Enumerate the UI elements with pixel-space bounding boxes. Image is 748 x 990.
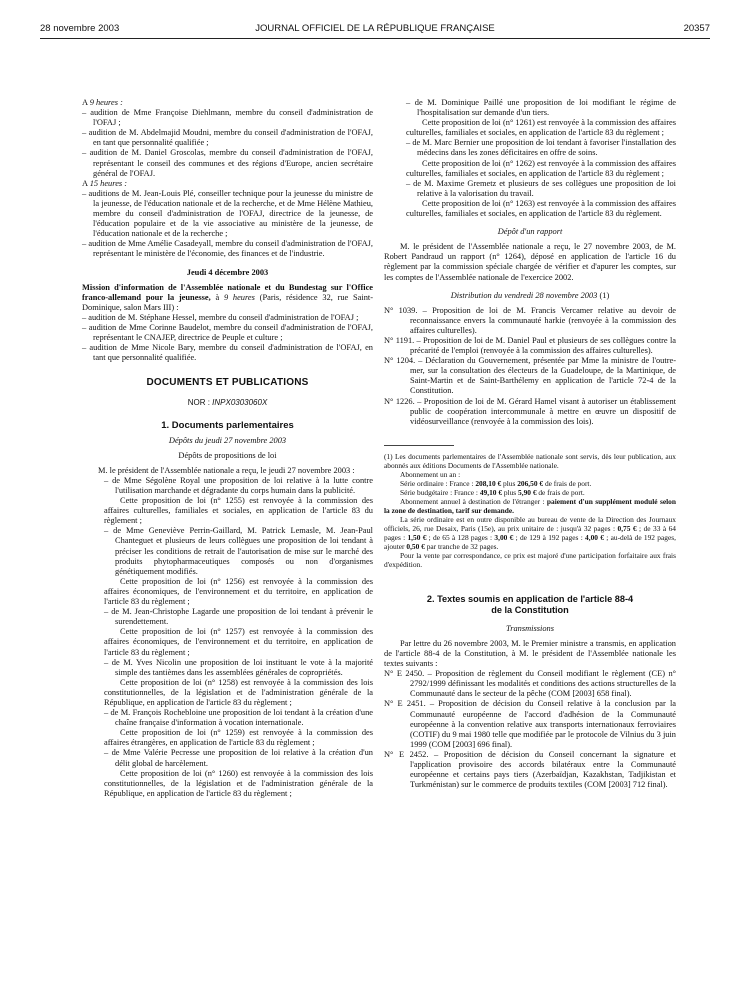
distribution-item: N° 1191. – Proposition de loi de M. Daniel Paul et plusieurs de ses collègues contre la précarité de l'emploi (renvoyée à la commission des affaires culturelles). xyxy=(384,335,676,356)
proposals-list-continued xyxy=(406,98,676,219)
header-date: 28 novembre 2003 xyxy=(40,23,120,34)
right-column xyxy=(384,98,676,790)
proposal-item: – de M. Dominique Paillé une proposition de loi modifiant le régime de l'hospitalisation sur demande d'un tiers. xyxy=(406,98,676,118)
list-item: – auditions de M. Jean-Louis Plé, conseiller technique pour la jeunesse du ministre de la jeunesse, de l'éducation nationale et de la recherche, et de Mme Hélène Mathieu, membre du conseil d'administration de l'OFAJ, directrice de la jeunesse, de l'éducation populaire et de la vie associative au ministère de la jeunesse, de l'éducation nationale et de la recherche ; xyxy=(82,188,373,239)
proposal-referral: Cette proposition de loi (n° 1255) est renvoyée à la commission des affaires culturelles, familiales et sociales, en application de l'article 83 du règlement ; xyxy=(104,496,373,526)
transmission-item: N° E 2451. – Proposition de décision du Conseil relative à la conclusion par la Communauté européenne de l'accord d'adhésion de la Communauté européenne à la convention relative aux transports internationaux ferroviaires (COTIF) du 9 mai 1980 telle que modifiée par le protocole de Vilnius du 3 juin 1999 (COM [2003] 696 final). xyxy=(384,699,676,749)
footnote-unit-prices: La série ordinaire est en outre disponible au bureau de vente de la Direction des Journaux officiels, 26, rue Desaix, Paris (15e), au prix unitaire de : jusqu'à 32 pages : 0,75 € ; de 33 à 64 pages : 1,50 € ; de 65 à 128 pages : 3,00 € ; de 129 à 192 pages : 4,00 € ; au-delà de 192 pages, ajouter 0,50 € par tranche de 32 pages. xyxy=(384,514,676,551)
footnote-rule xyxy=(384,445,454,446)
list-item: – audition de Mme Amélie Casadeyall, membre du conseil d'administration de l'OFAJ, représentant le ministère de l'économie, des finances et de l'industrie. xyxy=(82,239,373,259)
rapport-heading: Dépôt d'un rapport xyxy=(497,227,563,237)
proposal-referral: Cette proposition de loi (n° 1259) est renvoyée à la commission des affaires étrangères, en application de l'article 83 du règlement ; xyxy=(104,728,373,748)
proposal-referral: Cette proposition de loi (n° 1258) est renvoyée à la commission des lois constitutionnelles, de la législation et de l'administration générale de la République, en application de l'article 83 du règlement ; xyxy=(104,677,373,707)
depots-title: Dépôts de propositions de loi xyxy=(178,450,277,460)
proposal-referral: Cette proposition de loi (n° 1256) est renvoyée à la commission des affaires économiques, de l'environnement et du territoire, en application de l'article 83 du règlement ; xyxy=(104,576,373,607)
list-item: – audition de M. Daniel Groscolas, membre du conseil d'administration de l'OFAJ, représentant le conseil des communes et des régions d'Europe, ancien secrétaire général de l'OFAJ. xyxy=(82,148,373,178)
session-time-9: A 9 heures : xyxy=(82,98,123,107)
distribution-heading: Distribution du vendredi 28 novembre 2003 (1) xyxy=(450,290,610,300)
list-item: – audition de Mme Corinne Baudelot, membre du conseil d'administration de l'OFAJ, représentant le CNAJEP, directrice de Peuple et culture ; xyxy=(82,322,373,343)
footnote-price-ordinaire: Série ordinaire : France : 208,10 € plus 206,50 € de frais de port. xyxy=(400,478,592,488)
rapport-text: M. le président de l'Assemblée nationale a reçu, le 27 novembre 2003, de M. Robert Pandraud un rapport (n° 1264), déposé en application de l'article 16 du règlement par la commission spéciale chargée de vérifier et d'apurer les comptes, sur les comptes de l'Assemblée nationale de l'exercice 2002. xyxy=(384,242,676,282)
depots-date-heading: Dépôts du jeudi 27 novembre 2003 xyxy=(168,435,287,445)
proposal-item: – de Mme Ségolène Royal une proposition de loi relative à la lutte contre l'utilisation marchande et dégradante du corps humain dans la publicité. xyxy=(104,475,373,495)
header-rule xyxy=(40,38,710,39)
distribution-item: N° 1039. – Proposition de loi de M. Francis Vercamer relative au devoir de reconnaissance envers la communauté harkie (renvoyée à la commission des affaires culturelles). xyxy=(384,305,676,335)
date-heading: Jeudi 4 décembre 2003 xyxy=(186,267,269,277)
proposal-referral: Cette proposition de loi (n° 1260) est renvoyée à la commission des lois constitutionnelles, de la législation et de l'administration générale de la République, en application de l'article 83 du règlement ; xyxy=(104,768,373,798)
session-time-15: A 15 heures : xyxy=(82,178,128,188)
depots-intro: M. le président de l'Assemblée nationale a reçu, le jeudi 27 novembre 2003 : xyxy=(98,465,355,475)
footnote-text: Abonnement un an : xyxy=(400,469,461,479)
section-2-heading: 2. Textes soumis en application de l'article 88-4 de la Constitution xyxy=(426,593,634,615)
list-item: – audition de Mme Françoise Diehlmann, membre du conseil d'administration de l'OFAJ ; xyxy=(82,108,373,128)
proposal-referral: Cette proposition de loi (n° 1261) est renvoyée à la commission des affaires culturelles, familiales et sociales, en application de l'article 83 du règlement ; xyxy=(406,118,676,138)
proposal-item: – de M. François Rochebloine une proposition de loi tendant à la création d'une chaîne française d'information à vocation internationale. xyxy=(104,708,373,728)
proposals-list xyxy=(104,476,373,799)
footnote-text: (1) Les documents parlementaires de l'Assemblée nationale sont servis, dès leur publication, aux abonnés aux éditions Documents de l'Assemblée nationale. xyxy=(384,451,676,470)
left-column xyxy=(82,98,373,799)
footnote-price-budgetaire: Série budgétaire : France : 49,10 € plus 5,90 € de frais de port. xyxy=(400,487,585,497)
documents-publications-heading: DOCUMENTS ET PUBLICATIONS xyxy=(146,377,309,389)
list-item: – audition de M. Abdelmajid Moudni, membre du conseil d'administration de l'OFAJ, en tant que personnalité qualifiée ; xyxy=(82,128,373,148)
footnote-text: Pour la vente par correspondance, ce prix est majoré d'une participation forfaitaire aux frais d'expédition. xyxy=(384,550,676,569)
transmission-item: N° E 2452. – Proposition de décision du Conseil concernant la signature et l'application provisoire des accords bilatéraux entre la Communauté européenne et certains pays tiers (Azerbaïdjan, Kazakhstan, Tadjikistan et Turkménistan) sur le commerce de produits textiles (COM [2003] 712 final). xyxy=(384,749,676,790)
footnote xyxy=(384,452,676,569)
proposal-item: – de M. Maxime Gremetz et plusieurs de ses collègues une proposition de loi relative à la valorisation du travail. xyxy=(406,178,676,198)
proposal-item: – de M. Jean-Christophe Lagarde une proposition de loi tendant à prévenir le surendettement. xyxy=(104,607,373,627)
proposal-referral: Cette proposition de loi (n° 1263) est renvoyée à la commission des affaires culturelles, familiales et sociales, en application de l'article 83 du règlement. xyxy=(406,198,676,219)
transmission-item: N° E 2450. – Proposition de règlement du Conseil modifiant le règlement (CE) n° 2792/1999 définissant les modalités et conditions des actions structurelles de la Communauté dans le secteur de la pêche (COM [2003] 658 final). xyxy=(384,669,676,699)
section-1-heading: 1. Documents parlementaires xyxy=(161,419,294,431)
proposal-item: – de Mme Geneviève Perrin-Gaillard, M. Patrick Lemasle, M. Jean-Paul Chanteguet et plusieurs de leurs collègues une proposition de loi tendant à préciser les conditions de retrait de l'autorisation de mise sur le marché des produits phytopharmaceutiques composés ou non d'organismes génétiquement modifiés. xyxy=(104,526,373,576)
proposal-item: – de M. Yves Nicolin une proposition de loi instituant le vote à la majorité simple des tantièmes dans les assemblées générales de copropriétés. xyxy=(104,657,373,677)
nor-reference: NOR : INPX0303060X xyxy=(187,398,268,408)
mission-heading: Mission d'information de l'Assemblée nationale et du Bundestag sur l'Office franco-allemand pour la jeunesse, à 9 heures (Paris, résidence 32, rue Saint-Dominique, salon Mars III) : xyxy=(82,282,374,312)
list-item: – audition de M. Stéphane Hessel, membre du conseil d'administration de l'OFAJ ; xyxy=(82,312,359,322)
proposal-referral: Cette proposition de loi (n° 1262) est renvoyée à la commission des affaires culturelles, familiales et sociales, en application de l'article 83 du règlement ; xyxy=(406,158,676,178)
proposal-referral: Cette proposition de loi (n° 1257) est renvoyée à la commission des affaires économiques, de l'environnement et du territoire, en application de l'article 83 du règlement ; xyxy=(104,627,373,657)
footnote-etranger: Abonnement annuel à destination de l'étranger : paiement d'un supplément modulé selon la zone de destination, tarif sur demande. xyxy=(384,496,676,515)
distribution-item: N° 1204. – Déclaration du Gouvernement, présentée par Mme la ministre de l'outre-mer, sur la consultation des électeurs de la Guadeloupe, de la Martinique, de Saint-Martin et de Saint-Barthélemy en application de l'article 72-4 de la Constitution. xyxy=(384,356,676,396)
proposal-item: – de Mme Valérie Pecresse une proposition de loi relative à la création d'un délit global de harcèlement. xyxy=(104,748,373,768)
header-page-number: 20357 xyxy=(683,23,710,34)
transmissions-heading: Transmissions xyxy=(506,623,554,633)
distribution-item: N° 1226. – Proposition de loi de M. Gérard Hamel visant à autoriser un établissement public de coopération intercommunale à mettre en œuvre un dispositif de vidéosurveillance (renvoyée à la commission des lois). xyxy=(384,396,676,426)
proposal-item: – de M. Marc Bernier une proposition de loi tendant à favoriser l'installation des médecins dans les zones déficitaires en offre de soins. xyxy=(406,138,676,158)
list-item: – audition de Mme Nicole Bary, membre du conseil d'administration de l'OFAJ, en tant que personnalité qualifiée. xyxy=(82,343,373,363)
header-journal-title: JOURNAL OFFICIEL DE LA RÉPUBLIQUE FRANÇAISE xyxy=(255,23,495,34)
transmissions-intro: Par lettre du 26 novembre 2003, M. le Premier ministre a transmis, en application de l'article 88-4 de la Constitution, à M. le président de l'Assemblée nationale les textes suivants : xyxy=(384,638,676,669)
page-header xyxy=(40,23,710,37)
